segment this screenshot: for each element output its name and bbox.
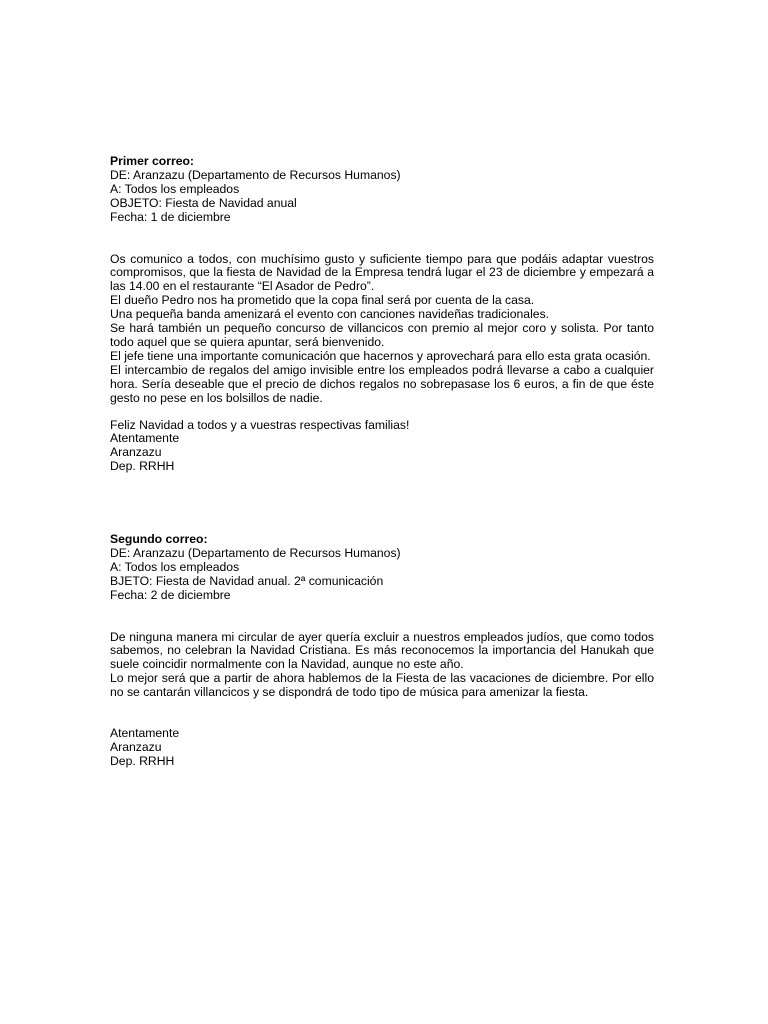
- email-heading: Segundo correo:: [110, 532, 208, 546]
- body-paragraph: Os comunico a todos, con muchísimo gusto y suficiente tiempo para que podáis adaptar vuestros compromisos, que la fiesta de Navidad de la Empresa tendrá lugar el 23 de diciembre y empezará a las 14.00 en el restaurante “El Asador de Pedro”.: [110, 251, 654, 294]
- closing-wish: Feliz Navidad a todos y a vuestras respectivas familias!: [110, 417, 410, 432]
- signoff: Atentamente: [110, 431, 180, 446]
- body-paragraph: El jefe tiene una importante comunicación que hacernos y aprovechará para ello esta grata ocasión.: [110, 348, 651, 363]
- body-paragraph: Una pequeña banda amenizará el evento con canciones navideñas tradicionales.: [110, 307, 550, 322]
- email-from: DE: Aranzazu (Departamento de Recursos Humanos): [110, 545, 401, 560]
- email-signature: [110, 419, 654, 475]
- spacer: [110, 700, 654, 727]
- signer-name: Aranzazu: [110, 739, 162, 754]
- email-subject: OBJETO: Fiesta de Navidad anual: [110, 195, 297, 210]
- email-subject: BJETO: Fiesta de Navidad anual. 2ª comunicación: [110, 573, 384, 588]
- spacer: [110, 406, 654, 419]
- email-signature: [110, 727, 654, 769]
- signoff: Atentamente: [110, 726, 180, 741]
- signer-department: Dep. RRHH: [110, 753, 175, 768]
- email-to: A: Todos los empleados: [110, 559, 240, 574]
- signer-department: Dep. RRHH: [110, 459, 175, 474]
- email-heading: Primer correo:: [110, 154, 194, 168]
- body-paragraph: Lo mejor será que a partir de ahora hablemos de la Fiesta de las vacaciones de diciembre. Por ello no se cantarán villancicos y se dispondrá de todo tipo de música para amenizar la fiesta.: [110, 671, 654, 700]
- body-paragraph: De ninguna manera mi circular de ayer quería excluir a nuestros empleados judíos, que como todos sabemos, no celebran la Navidad Cristiana. Es más reconocemos la importancia del Hanukah que suele coincidir normalmente con la Navidad, aunque no este año.: [110, 629, 654, 672]
- body-paragraph: El dueño Pedro nos ha prometido que la copa final será por cuenta de la casa.: [110, 293, 535, 308]
- email-to: A: Todos los empleados: [110, 181, 240, 196]
- body-paragraph: Se hará también un pequeño concurso de villancicos con premio al mejor coro y solista. Por tanto todo aquel que se quiera apuntar, será bienvenido.: [110, 321, 654, 349]
- second-email: [110, 533, 654, 769]
- body-paragraph: El intercambio de regalos del amigo invisible entre los empleados podrá llevarse a cabo a cualquier hora. Sería deseable que el precio de dichos regalos no sobrepasase los 6 euros, a fin de que éste gesto no pese en los bolsillos de nadie.: [110, 362, 654, 405]
- signer-name: Aranzazu: [110, 445, 162, 460]
- email-body: [110, 631, 654, 701]
- email-body: [110, 253, 654, 406]
- first-email: [110, 155, 654, 474]
- email-from: DE: Aranzazu (Departamento de Recursos Humanos): [110, 167, 401, 182]
- email-date: Fecha: 2 de diciembre: [110, 587, 231, 602]
- email-date: Fecha: 1 de diciembre: [110, 209, 231, 224]
